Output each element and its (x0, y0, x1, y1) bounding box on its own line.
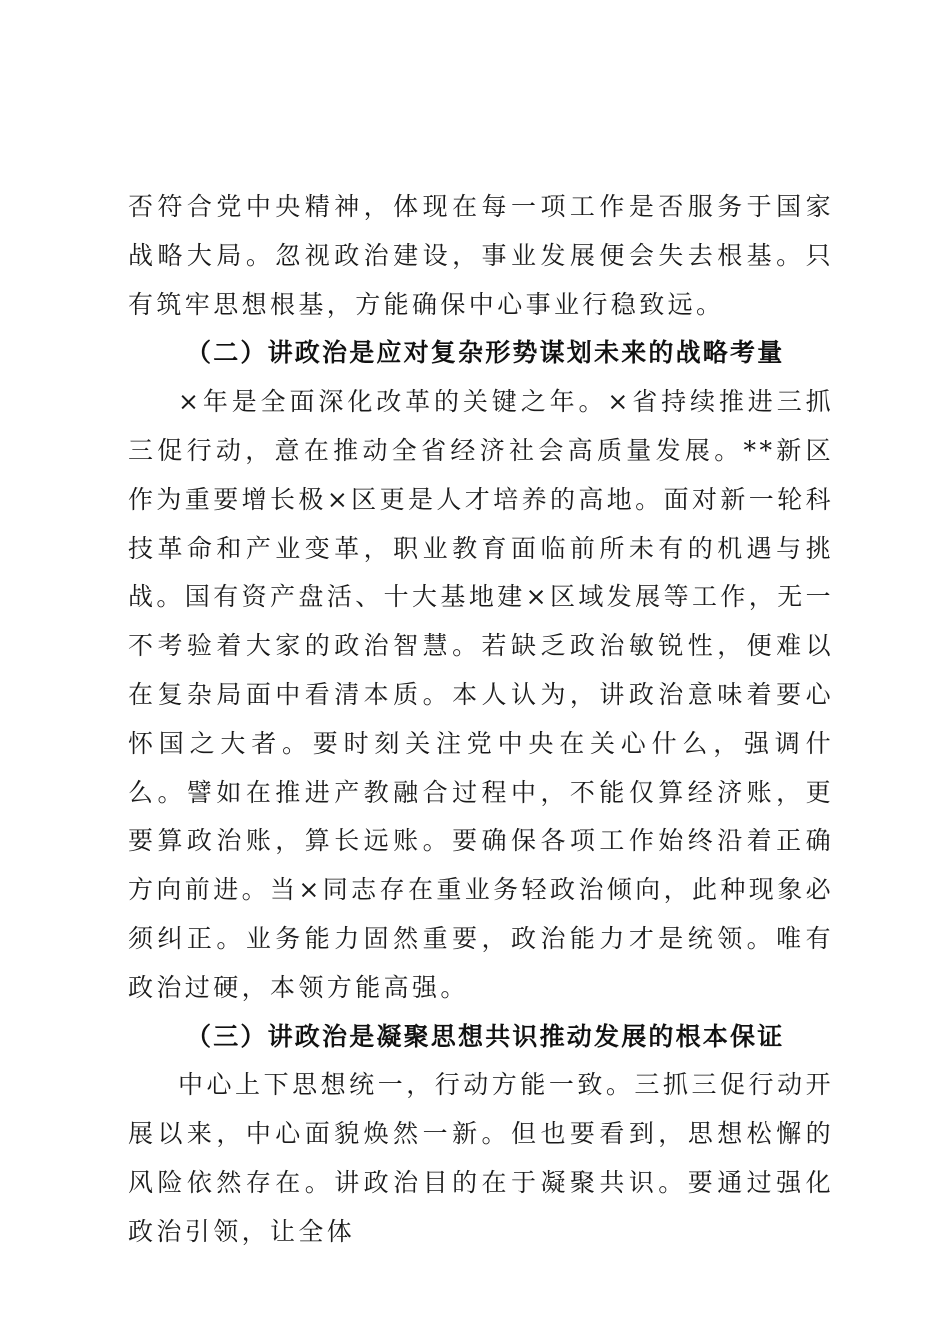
document-body (128, 183, 834, 1257)
section-heading-2: （二）讲政治是应对复杂形势谋划未来的战略考量 (186, 338, 785, 368)
paragraph-section-2: ×年是全面深化改革的关键之年。×省持续推进三抓三促行动，意在推动全省经济社会高质量发展。**新区作为重要增长极×区更是人才培养的高地。面对新一轮科技革命和产业变革，职业教育面临前所未有的机遇与挑战。国有资产盘活、十大基地建×区域发展等工作，无一不考验着大家的政治智慧。若缺乏政治敏锐性，便难以在复杂局面中看清本质。本人认为，讲政治意味着要心怀国之大者。要时刻关注党中央在关心什么，强调什么。譬如在推进产教融合过程中，不能仅算经济账，更要算政治账，算长远账。要确保各项工作始终沿着正确方向前进。当×同志存在重业务轻政治倾向，此种现象必须纠正。业务能力固然重要，政治能力才是统领。唯有政治过硬，本领方能高强。 (128, 387, 834, 1002)
paragraph-section-3: 中心上下思想统一，行动方能一致。三抓三促行动开展以来，中心面貌焕然一新。但也要看到，思想松懈的风险依然存在。讲政治目的在于凝聚共识。要通过强化政治引领，让全体 (128, 1070, 834, 1246)
paragraph-continuation: 否符合党中央精神，体现在每一项工作是否服务于国家战略大局。忽视政治建设，事业发展便会失去根基。只有筑牢思想根基，方能确保中心事业行稳致远。 (128, 192, 834, 319)
section-heading-3: （三）讲政治是凝聚思想共识推动发展的根本保证 (186, 1021, 785, 1051)
